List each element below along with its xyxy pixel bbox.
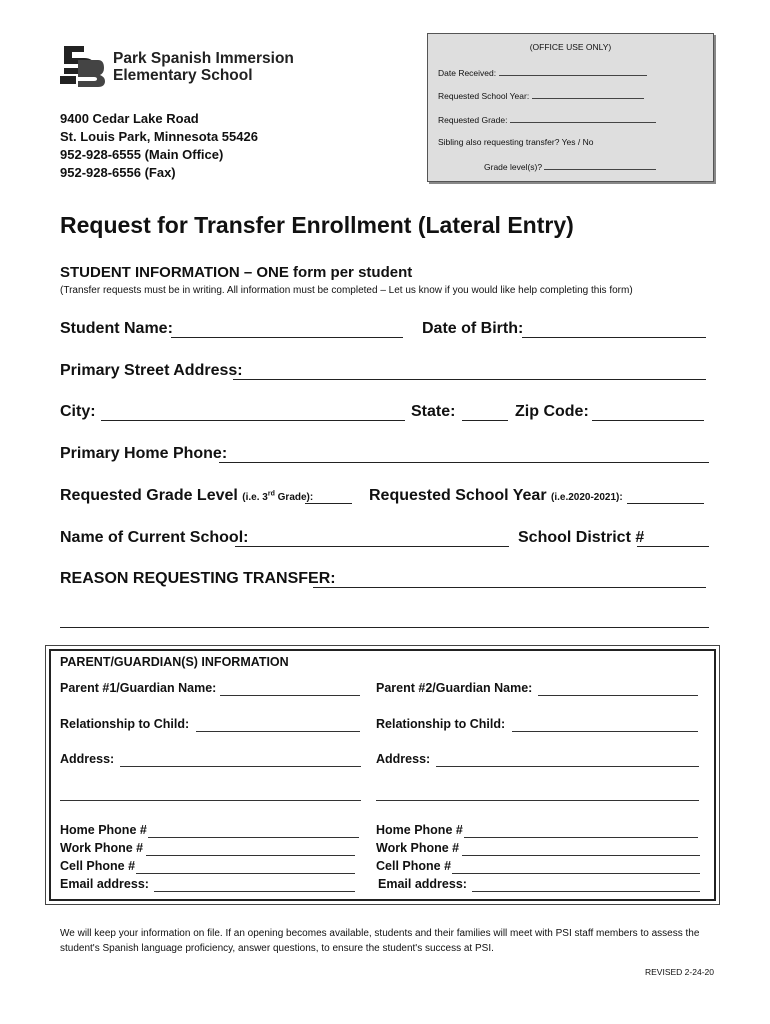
school-year-text: Requested School Year (369, 487, 547, 504)
revision-date: REVISED 2-24-20 (645, 967, 714, 977)
school-year-field[interactable] (627, 502, 704, 504)
parent1-work-phone-field[interactable] (146, 854, 355, 856)
parent-section-title: PARENT/GUARDIAN(S) INFORMATION (60, 655, 289, 669)
parent1-work-phone-label: Work Phone # (60, 841, 144, 855)
parent2-cell-phone-field[interactable] (452, 872, 700, 874)
section-title: STUDENT INFORMATION – ONE form per student (60, 264, 413, 281)
parent1-cell-phone-field[interactable] (136, 872, 355, 874)
grade-level-hint-a: (i.e. 3 (242, 492, 268, 503)
current-school-label: Name of Current School: (60, 529, 249, 546)
parent1-cell-phone-label: Cell Phone # (60, 859, 136, 873)
parent2-work-phone-label: Work Phone # (376, 841, 460, 855)
parent2-home-phone-label: Home Phone # (376, 823, 463, 837)
school-address (60, 110, 258, 182)
parent2-home-phone-field[interactable] (464, 836, 698, 838)
school-name (113, 50, 294, 84)
parent1-email-field[interactable] (154, 890, 355, 892)
school-name-line2: Elementary School (113, 67, 253, 84)
zip-label: Zip Code: (515, 403, 589, 420)
city-field[interactable] (101, 419, 405, 421)
reason-field-line2[interactable] (60, 626, 709, 628)
parent2-name-label: Parent #2/Guardian Name: (376, 681, 533, 695)
state-label: State: (411, 403, 456, 420)
street-field[interactable] (233, 378, 706, 380)
address-line: St. Louis Park, Minnesota 55426 (60, 129, 258, 144)
parent1-address-line2[interactable] (60, 799, 361, 801)
reason-field[interactable] (313, 586, 706, 588)
parent2-email-label: Email address: (378, 877, 467, 891)
parent2-address-line2[interactable] (376, 799, 699, 801)
parent2-work-phone-field[interactable] (462, 854, 700, 856)
section-subtitle: (Transfer requests must be in writing. All information must be completed – Let us know if you would like help completing this form) (60, 285, 633, 296)
reason-label: REASON REQUESTING TRANSFER: (60, 570, 336, 587)
footer-note: We will keep your information on file. If an opening becomes available, students and their families will meet with PSI staff members to assess the student's Spanish language proficiency, answer questions, to ensure the student's success at PSI. (60, 928, 700, 954)
street-label: Primary Street Address: (60, 362, 243, 379)
parent1-email-label: Email address: (60, 877, 149, 891)
office-grade-levels-label: Grade level(s)? (484, 162, 543, 172)
address-line: 952-928-6556 (Fax) (60, 165, 176, 180)
grade-level-label (60, 487, 313, 505)
grade-level-hint (242, 492, 313, 503)
office-date-received-line[interactable] (499, 67, 647, 76)
current-school-field[interactable] (235, 545, 509, 547)
parent1-relationship-field[interactable] (196, 730, 360, 732)
grade-level-hint-sup: rd (267, 490, 275, 498)
office-date-received-label: Date Received: (438, 68, 497, 78)
parent2-address-field[interactable] (436, 765, 699, 767)
parent2-relationship-label: Relationship to Child: (376, 717, 506, 731)
parent1-address-field[interactable] (120, 765, 361, 767)
parent1-name-field[interactable] (220, 694, 360, 696)
district-field[interactable] (637, 545, 709, 547)
student-name-label: Student Name: (60, 320, 173, 337)
city-label: City: (60, 403, 96, 420)
office-school-year-label: Requested School Year: (438, 91, 530, 101)
office-grade-levels (484, 161, 656, 172)
phone-label: Primary Home Phone: (60, 445, 228, 462)
office-school-year (438, 90, 644, 101)
dob-label: Date of Birth: (422, 320, 524, 337)
grade-level-field[interactable] (305, 502, 352, 504)
office-grade-levels-line[interactable] (544, 161, 656, 170)
office-grade-label: Requested Grade: (438, 115, 508, 125)
state-field[interactable] (462, 419, 508, 421)
parent2-address-label: Address: (376, 752, 431, 766)
parent2-name-field[interactable] (538, 694, 698, 696)
parent1-home-phone-label: Home Phone # (60, 823, 147, 837)
office-date-received (438, 67, 647, 78)
dob-field[interactable] (522, 336, 706, 338)
office-grade (438, 114, 656, 125)
grade-level-hint-b: Grade): (274, 492, 314, 503)
student-name-field[interactable] (171, 336, 403, 338)
school-name-line1: Park Spanish Immersion (113, 50, 294, 67)
office-school-year-line[interactable] (532, 90, 644, 99)
parent1-relationship-label: Relationship to Child: (60, 717, 190, 731)
school-year-hint: (i.e.2020-2021): (551, 492, 623, 503)
office-sibling: Sibling also requesting transfer? Yes / No (438, 137, 594, 147)
office-grade-line[interactable] (510, 114, 656, 123)
address-line: 9400 Cedar Lake Road (60, 111, 199, 126)
parent1-name-label: Parent #1/Guardian Name: (60, 681, 217, 695)
parent2-cell-phone-label: Cell Phone # (376, 859, 452, 873)
zip-field[interactable] (592, 419, 704, 421)
district-label: School District # (518, 529, 645, 546)
parent2-email-field[interactable] (472, 890, 700, 892)
parent2-relationship-field[interactable] (512, 730, 698, 732)
parent1-home-phone-field[interactable] (148, 836, 359, 838)
office-use-title: (OFFICE USE ONLY) (529, 42, 612, 52)
parent1-address-label: Address: (60, 752, 115, 766)
school-logo-icon (58, 44, 106, 88)
phone-field[interactable] (219, 461, 709, 463)
grade-level-text: Requested Grade Level (60, 487, 238, 504)
school-year-label (369, 487, 623, 505)
form-title: Request for Transfer Enrollment (Lateral Entry) (60, 212, 574, 238)
office-use-box (427, 33, 714, 182)
address-line: 952-928-6555 (Main Office) (60, 147, 224, 162)
